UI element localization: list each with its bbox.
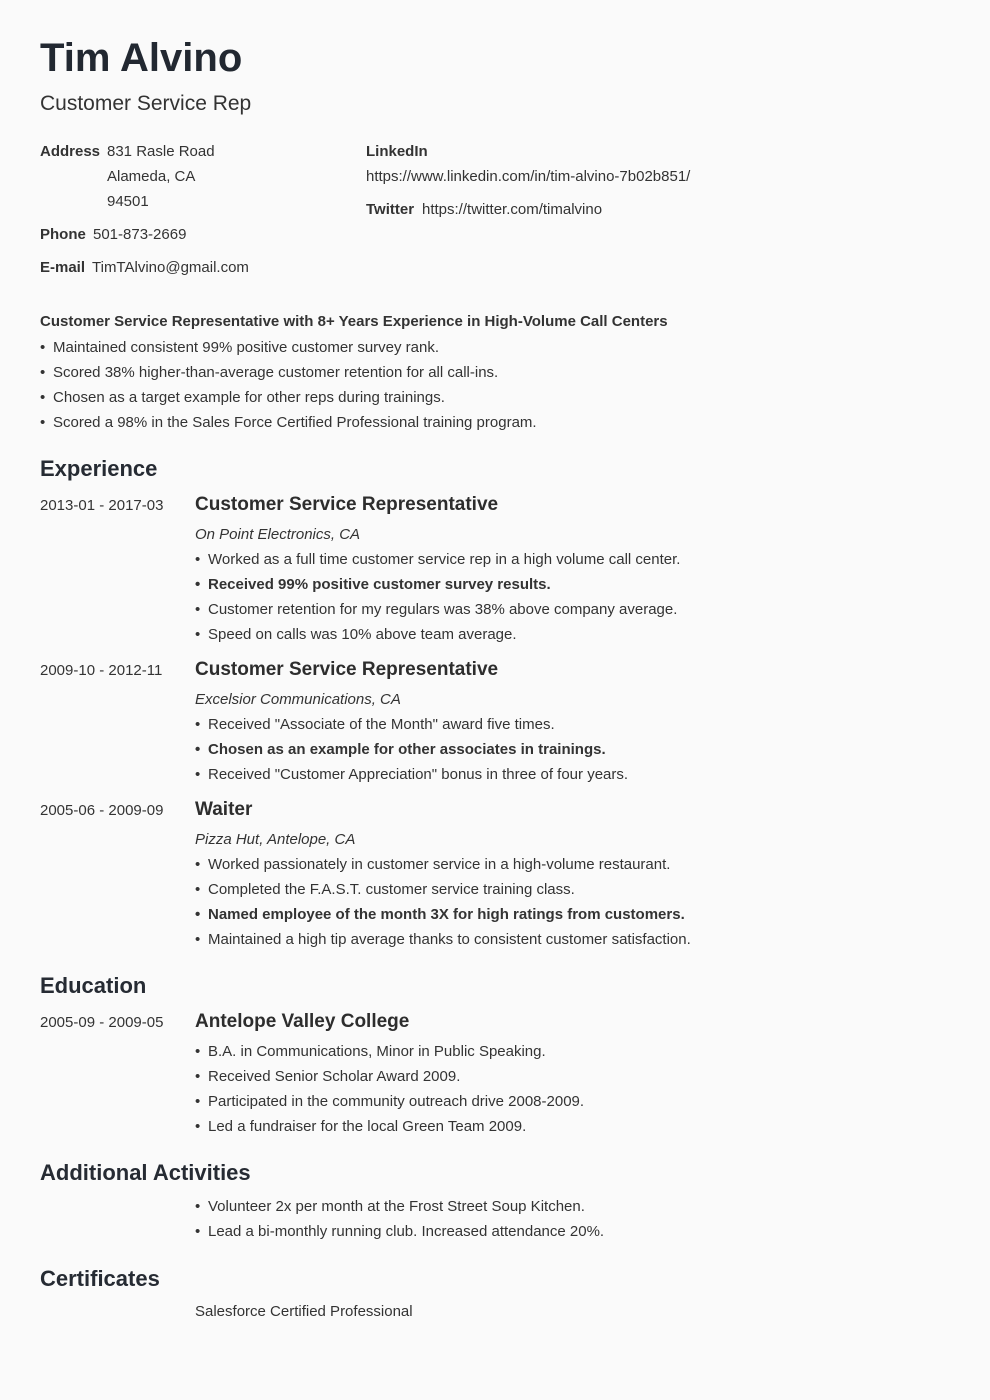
job-title: Customer Service Representative <box>195 494 499 515</box>
job-title: Waiter <box>195 799 253 820</box>
bullet-icon: • <box>195 626 201 643</box>
address-line1: 831 Rasle Road <box>107 143 215 160</box>
certificate-item: Salesforce Certified Professional <box>195 1303 413 1320</box>
list-item: • Received Senior Scholar Award 2009. <box>195 1064 584 1089</box>
job-company: Excelsior Communications, CA <box>195 691 401 708</box>
email-value[interactable]: TimTAlvino@gmail.com <box>92 259 249 276</box>
bullet-icon: • <box>195 881 201 898</box>
linkedin-link[interactable]: https://www.linkedin.com/in/tim-alvino-7b02b851/ <box>366 168 691 185</box>
list-item: • Lead a bi-monthly running club. Increased attendance 20%. <box>195 1219 604 1244</box>
list-item: • Led a fundraiser for the local Green Team 2009. <box>195 1114 584 1139</box>
job-dates: 2005-06 - 2009-09 <box>40 802 164 819</box>
certificates-heading: Certificates <box>40 1266 160 1291</box>
bullet-icon: • <box>195 1223 201 1240</box>
job-dates: 2013-01 - 2017-03 <box>40 497 164 514</box>
bullet-icon: • <box>40 389 46 406</box>
bullet-icon: • <box>195 1043 201 1060</box>
bullet-icon: • <box>195 1068 201 1085</box>
resume-name: Tim Alvino <box>40 36 243 80</box>
activities-list <box>195 1194 604 1244</box>
list-item: • Customer retention for my regulars was 38% above company average. <box>195 597 680 622</box>
job-bullets <box>195 712 628 787</box>
job-dates: 2009-10 - 2012-11 <box>40 662 163 679</box>
job-bullets <box>195 547 680 647</box>
summary-list <box>40 335 537 435</box>
bullet-icon: • <box>195 1093 201 1110</box>
bullet-icon: • <box>195 716 201 733</box>
list-item: • Maintained a high tip average thanks to consistent customer satisfaction. <box>195 927 691 952</box>
twitter-label: Twitter <box>366 201 415 218</box>
bullet-icon: • <box>195 906 201 923</box>
email-label: E-mail <box>40 259 86 276</box>
education-bullets <box>195 1039 584 1139</box>
list-item: • Named employee of the month 3X for high ratings from customers. <box>195 902 691 927</box>
bullet-icon: • <box>195 1198 201 1215</box>
bullet-icon: • <box>195 551 201 568</box>
bullet-icon: • <box>195 766 201 783</box>
school-name: Antelope Valley College <box>195 1011 410 1032</box>
bullet-icon: • <box>195 856 201 873</box>
summary-title: Customer Service Representative with 8+ Years Experience in High-Volume Call Centers <box>40 313 668 330</box>
list-item: • Worked as a full time customer service rep in a high volume call center. <box>195 547 680 572</box>
bullet-icon: • <box>195 1118 201 1135</box>
phone-value: 501-873-2669 <box>93 226 187 243</box>
list-item: • Participated in the community outreach drive 2008-2009. <box>195 1089 584 1114</box>
bullet-icon: • <box>195 601 201 618</box>
education-dates: 2005-09 - 2009-05 <box>40 1014 164 1031</box>
list-item: • Chosen as a target example for other reps during trainings. <box>40 385 537 410</box>
address-line2: Alameda, CA <box>107 168 196 185</box>
job-bullets <box>195 852 691 952</box>
list-item: • Received "Customer Appreciation" bonus in three of four years. <box>195 762 628 787</box>
address-line3: 94501 <box>107 193 149 210</box>
job-title: Customer Service Representative <box>195 659 499 680</box>
list-item: • Chosen as an example for other associates in trainings. <box>195 737 628 762</box>
list-item: • Received "Associate of the Month" award five times. <box>195 712 628 737</box>
bullet-icon: • <box>40 339 46 356</box>
phone-label: Phone <box>40 226 86 243</box>
bullet-icon: • <box>40 414 46 431</box>
bullet-icon: • <box>195 576 201 593</box>
list-item: • Worked passionately in customer service in a high-volume restaurant. <box>195 852 691 877</box>
list-item: • Maintained consistent 99% positive customer survey rank. <box>40 335 537 360</box>
activities-heading: Additional Activities <box>40 1160 251 1185</box>
list-item: • Scored 38% higher-than-average customer retention for all call-ins. <box>40 360 537 385</box>
bullet-icon: • <box>195 741 201 758</box>
list-item: • Speed on calls was 10% above team average. <box>195 622 680 647</box>
job-company: On Point Electronics, CA <box>195 526 361 543</box>
list-item: • Scored a 98% in the Sales Force Certified Professional training program. <box>40 410 537 435</box>
bullet-icon: • <box>195 931 201 948</box>
list-item: • Completed the F.A.S.T. customer service training class. <box>195 877 691 902</box>
list-item: • Volunteer 2x per month at the Frost Street Soup Kitchen. <box>195 1194 604 1219</box>
twitter-link[interactable]: https://twitter.com/timalvino <box>422 201 603 218</box>
linkedin-label: LinkedIn <box>366 143 428 160</box>
resume-job-title: Customer Service Rep <box>40 92 252 115</box>
list-item: • B.A. in Communications, Minor in Public Speaking. <box>195 1039 584 1064</box>
experience-heading: Experience <box>40 456 158 481</box>
bullet-icon: • <box>40 364 46 381</box>
address-label: Address <box>40 143 101 160</box>
job-company: Pizza Hut, Antelope, CA <box>195 831 356 848</box>
list-item: • Received 99% positive customer survey results. <box>195 572 680 597</box>
education-heading: Education <box>40 973 147 998</box>
